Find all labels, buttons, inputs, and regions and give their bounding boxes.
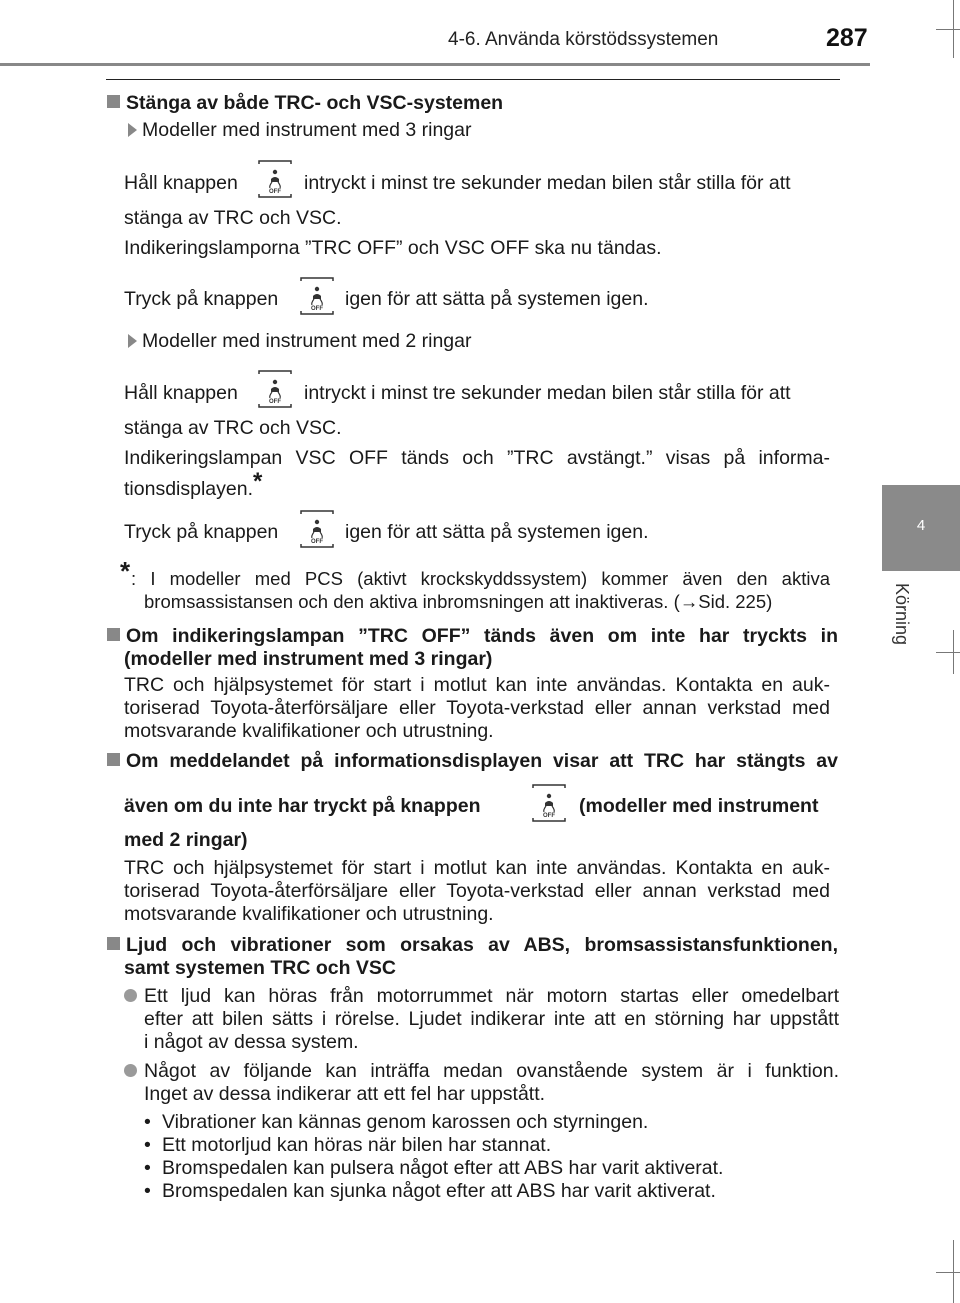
square-bullet-icon <box>107 753 120 766</box>
chapter-number: 4 <box>916 517 926 534</box>
header-rule <box>0 63 870 66</box>
instruction-line: intryckt i minst tre sekunder medan bilen står stilla för att <box>304 382 791 404</box>
instruction-line: Tryck på knappen <box>124 521 279 543</box>
square-bullet-icon <box>107 937 120 950</box>
body-line: toriserad Toyota-återförsäljare eller Toyota-verkstad eller annan verkstad med <box>124 697 830 719</box>
chapter-tab <box>882 485 960 571</box>
instruction-line: tionsdisplayen.* <box>124 468 263 500</box>
section-heading: Ljud och vibrationer som orsakas av ABS, bromsassistansfunktionen, <box>107 934 838 957</box>
bullet-list <box>144 1111 723 1203</box>
trc-off-button-icon <box>258 370 292 408</box>
section-heading: Stänga av både TRC- och VSC-systemen <box>107 92 503 115</box>
circle-bullet-icon <box>124 1060 137 1083</box>
body-line: motsvarande kvalifikationer och utrustning. <box>124 720 494 742</box>
footnote-line: bromsassistansen och den aktiva inbromsningen att inaktiveras. (→Sid. 225) <box>144 591 773 612</box>
body-line: i något av dessa system. <box>144 1031 359 1053</box>
chapter-label-box <box>874 583 944 653</box>
instruction-line: Håll knappen <box>124 172 238 194</box>
instruction-line: stänga av TRC och VSC. <box>124 417 342 439</box>
section-heading-cont: även om du inte har tryckt på knappen <box>124 795 481 817</box>
content-rule <box>106 79 840 80</box>
section-heading-cont: (modeller med instrument med 3 ringar) <box>124 648 493 670</box>
body-line: motsvarande kvalifikationer och utrustning. <box>124 903 494 925</box>
square-bullet-icon <box>107 628 120 641</box>
instruction-line: Håll knappen <box>124 382 238 404</box>
instruction-line: Indikeringslampan VSC OFF tänds och ”TRC avstängt.” visas på informa- <box>124 447 830 469</box>
chapter-label: Körning <box>892 583 912 646</box>
trc-off-button-icon <box>532 784 566 822</box>
body-line: Ett ljud kan höras från motorrummet när motorn startas eller omedelbart <box>144 985 839 1007</box>
body-line: Något av följande kan inträffa medan ovanstående system är i funktion. <box>144 1060 839 1082</box>
instruction-line: Tryck på knappen <box>124 288 279 310</box>
triangle-bullet-icon <box>128 123 137 137</box>
svg-text:OFF: OFF <box>311 539 323 545</box>
list-item: • Bromspedalen kan sjunka något efter att ABS har varit aktiverat. <box>144 1180 723 1203</box>
body-line: Inget av dessa indikerar att ett fel har uppstått. <box>144 1083 546 1105</box>
footnote-mark: * <box>120 556 131 586</box>
body-line: toriserad Toyota-återförsäljare eller Toyota-verkstad eller annan verkstad med <box>124 880 830 902</box>
svg-text:OFF: OFF <box>543 813 555 819</box>
instruction-line: stänga av TRC och VSC. <box>124 207 342 229</box>
crop-mark <box>936 1272 960 1273</box>
page-number: 287 <box>826 24 868 52</box>
list-item: • Bromspedalen kan pulsera något efter att ABS har varit aktiverat. <box>144 1157 723 1180</box>
body-line: TRC och hjälpsystemet för start i motlut kan inte användas. Kontakta en auk- <box>124 674 830 696</box>
triangle-bullet-icon <box>128 334 137 348</box>
section-heading-cont: med 2 ringar) <box>124 829 248 851</box>
trc-off-button-icon <box>300 510 334 548</box>
instruction-line: intryckt i minst tre sekunder medan bilen står stilla för att <box>304 172 791 194</box>
circle-bullet-icon <box>124 985 137 1008</box>
subheading: Modeller med instrument med 2 ringar <box>128 330 471 353</box>
svg-text:OFF: OFF <box>269 189 281 195</box>
footnote-line: : I modeller med PCS (aktivt krockskyddssystem) kommer även den aktiva <box>131 568 830 589</box>
list-item: • Vibrationer kan kännas genom karossen och styrningen. <box>144 1111 723 1134</box>
subheading: Modeller med instrument med 3 ringar <box>128 119 471 142</box>
footnote-marker: * <box>253 468 263 495</box>
page-reference[interactable]: Sid. 225) <box>698 591 773 612</box>
list-item: • Ett motorljud kan höras när bilen har stannat. <box>144 1134 723 1157</box>
body-line: efter att bilen sätts i rörelse. Ljudet indikerar inte att en störning har uppstått <box>144 1008 839 1030</box>
instruction-line: igen för att sätta på systemen igen. <box>345 288 649 310</box>
square-bullet-icon <box>107 95 120 108</box>
section-title: 4-6. Använda körstödssystemen <box>448 29 719 50</box>
section-heading-cont: (modeller med instrument <box>579 795 819 817</box>
trc-off-button-icon <box>258 160 292 198</box>
svg-text:OFF: OFF <box>269 399 281 405</box>
section-heading-cont: samt systemen TRC och VSC <box>124 957 397 979</box>
crop-mark <box>936 29 960 30</box>
arrow-icon: → <box>679 591 699 612</box>
section-heading: Om meddelandet på informationsdisplayen visar att TRC har stängts av <box>107 750 838 773</box>
instruction-line: igen för att sätta på systemen igen. <box>345 521 649 543</box>
instruction-line: Indikeringslamporna ”TRC OFF” och VSC OFF ska nu tändas. <box>124 237 662 259</box>
section-heading: Om indikeringslampan ”TRC OFF” tänds även om inte har tryckts in <box>107 625 838 648</box>
body-line: TRC och hjälpsystemet för start i motlut kan inte användas. Kontakta en auk- <box>124 857 830 879</box>
trc-off-button-icon <box>300 277 334 315</box>
svg-text:OFF: OFF <box>311 306 323 312</box>
